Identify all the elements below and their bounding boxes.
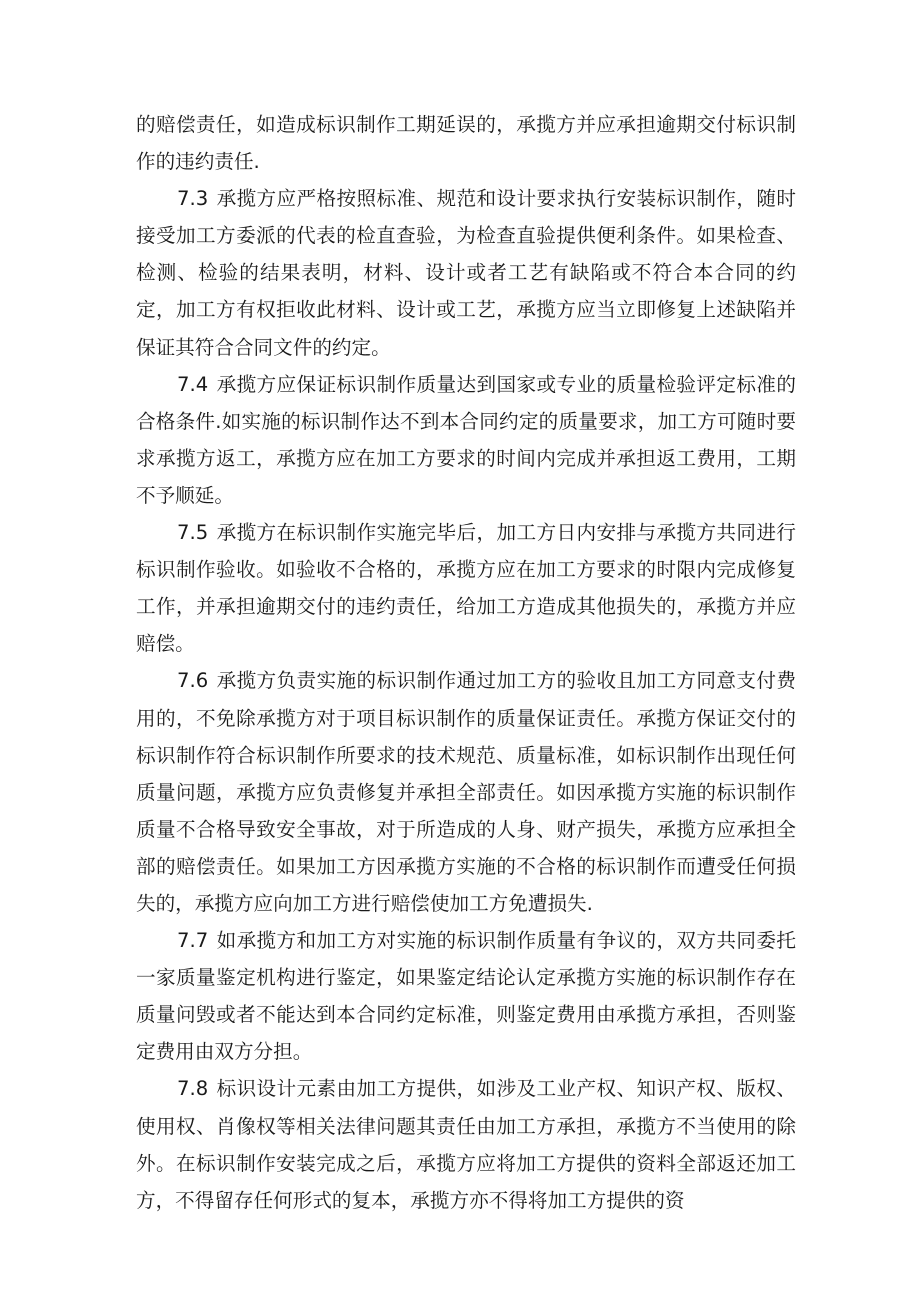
clause-number: 7.8 — [177, 1077, 209, 1101]
clause-7-7 — [136, 922, 796, 1070]
paragraph-continuation — [136, 106, 796, 180]
clause-7-4 — [136, 366, 796, 514]
clause-text: 如承揽方和加工方对实施的标识制作质量有争议的，双方共同委托一家质量鉴定机构进行鉴定，如果鉴定结论认定承揽方实施的标识制作存在质量问毁或者不能达到本合同约定标准，则鉴定费用由承揽方承担，否则鉴定费用由双方分担。 — [136, 929, 796, 1064]
clause-text: 标识设计元素由加工方提供，如涉及工业产权、知识产权、版权、使用权、肖像权等相关法律问题其责任由加工方承担，承揽方不当使用的除外。在标识制作安装完成之后，承揽方应将加工方提供的资料全部返还加工方，不得留存任何形式的复本，承揽方亦不得将加工方提供的资 — [136, 1077, 796, 1212]
clause-number: 7.3 — [177, 187, 209, 211]
clause-7-6 — [136, 662, 796, 922]
clause-7-5 — [136, 514, 796, 662]
clause-number: 7.4 — [177, 372, 209, 396]
clause-text: 承揽方应保证标识制作质量达到国家或专业的质量检验评定标准的合格条件.如实施的标识制作达不到本合同约定的质量要求，加工方可随时要求承揽方返工，承揽方应在加工方要求的时间内完成并承担返工费用，工期不予顺延。 — [136, 372, 796, 507]
clause-number: 7.5 — [177, 521, 209, 545]
clause-number: 7.7 — [177, 929, 209, 953]
clause-7-8 — [136, 1070, 796, 1218]
clause-number: 7.6 — [177, 669, 209, 693]
paragraph-text: 的赔偿责任，如造成标识制作工期延误的，承揽方并应承担逾期交付标识制作的违约责任. — [136, 113, 796, 174]
clause-text: 承揽方在标识制作实施完毕后，加工方日内安排与承揽方共同进行标识制作验收。如验收不合格的，承揽方应在加工方要求的时限内完成修复工作，并承担逾期交付的违约责任，给加工方造成其他损失的，承揽方并应赔偿。 — [136, 521, 796, 656]
clause-7-3 — [136, 180, 796, 365]
document-body — [136, 106, 796, 1219]
clause-text: 承揽方负责实施的标识制作通过加工方的验收且加工方同意支付费用的，不免除承揽方对于项目标识制作的质量保证责任。承揽方保证交付的标识制作符合标识制作所要求的技术规范、质量标准，如标识制作出现任何质量问题，承揽方应负责修复并承担全部责任。如因承揽方实施的标识制作质量不合格导致安全事故，对于所造成的人身、财产损失，承揽方应承担全部的赔偿责任。如果加工方因承揽方实施的不合格的标识制作而遭受任何损失的，承揽方应向加工方进行赔偿使加工方免遭损失. — [136, 669, 796, 915]
clause-text: 承揽方应严格按照标准、规范和设计要求执行安装标识制作，随时接受加工方委派的代表的检直查验，为检查直验提供便利条件。如果检查、检测、检验的结果表明，材料、设计或者工艺有缺陷或不符合本合同的约定，加工方有权拒收此材料、设计或工艺，承揽方应当立即修复上述缺陷并保证其符合合同文件的约定。 — [136, 187, 796, 359]
